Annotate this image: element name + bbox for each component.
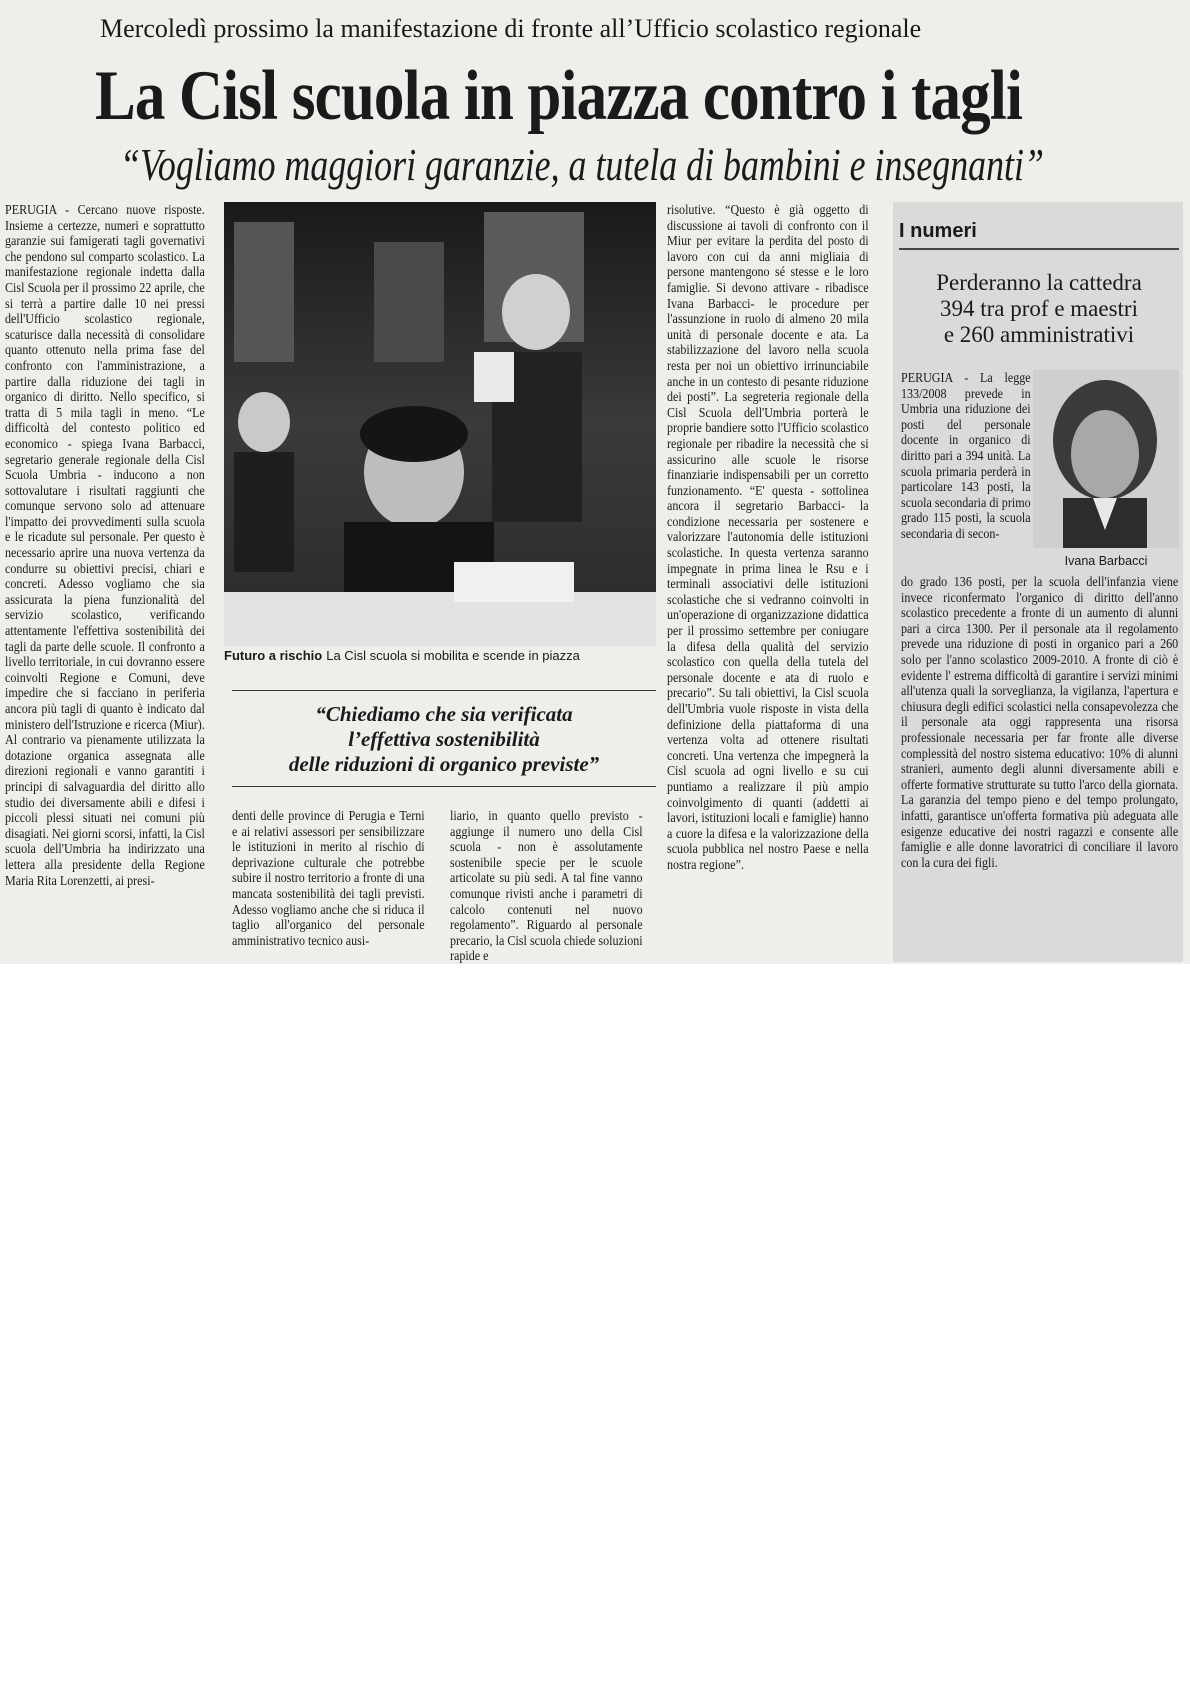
sidebar-headline	[901, 270, 1177, 348]
sidebar-headline-line-1: Perderanno la cattedra	[936, 270, 1142, 295]
article-column-4	[667, 202, 869, 962]
article-column-3	[450, 808, 643, 964]
kicker: Mercoledì prossimo la manifestazione di fronte all’Ufficio scolastico regionale	[100, 14, 922, 43]
sidebar-body-top-text: PERUGIA - La legge 133/2008 prevede in Umbria una riduzione dei posti del personale docente in organico di diritto pari a 394 unità. La scuola primaria perderà in particolare 143 posti, la scuola secondaria di primo grado 115 posti, la scuola secondaria di secon-	[901, 370, 1031, 541]
sidebar-body-top	[901, 370, 1031, 558]
pullquote-line-1: “Chiediamo che sia verificata	[315, 702, 573, 726]
portrait-caption: Ivana Barbacci	[1064, 554, 1148, 568]
article-column-1	[5, 202, 205, 962]
pullquote	[232, 702, 656, 777]
sidebar-headline-line-2: 394 tra prof e maestri	[940, 296, 1138, 321]
pullquote-top-rule	[232, 690, 656, 691]
column-2-text: denti delle province di Perugia e Terni e ai relativi assessori per sensibilizzare le istituzioni in merito al rischio di deprivazione culturale che potrebbe subire il nostro territorio a fronte di una mancata sostenibilità dei tagli previsti. Adesso vogliamo anche che si riduca il taglio all'organico del personale amministrativo tecnico ausi-	[232, 808, 425, 948]
classroom-photo-image	[224, 202, 656, 646]
column-3-text: liario, in quanto quello previsto - aggiunge il numero uno della Cisl scuola - non è assolutamente sostenibile specie per le scuole articolate su più sedi. A tal fine vanno comunque rivisti anche i parametri di calcolo contenuti nel nuovo regolamento”. Riguardo al personale precario, la Cisl scuola chiede soluzioni rapide e	[450, 808, 643, 964]
pullquote-bottom-rule	[232, 786, 656, 787]
portrait-image	[1033, 370, 1179, 548]
subheadline: “Vogliamo maggiori garanzie, a tutela di bambini e insegnanti”	[120, 139, 1044, 190]
pullquote-line-2: l’effettiva sostenibilità	[348, 727, 540, 751]
column-4-text: risolutive. “Questo è già oggetto di discussione ai tavoli di confronto con il Miur per evitare la perdita del posto di lavoro con cui da anni migliaia di persone mantengono sé stesse e le loro famiglie. Si devono attivare - ribadisce Ivana Barbacci- le procedure per l'assunzione in ruolo di almeno 20 mila unità di personale docente e ata. La stabilizzazione del lavoro nella scuola resta per noi un obiettivo irrinunciabile anche in un contesto di pesante riduzione dei posti”. La segreteria regionale della Cisl Scuola dell'Umbria porterà le proprie bandiere sotto l'Ufficio scolastico regionale per ribadire la necessità che si assicurino alle scuole le risorse finanziarie indispensabili per un corretto funzionamento. “E' questa - sottolinea ancora il segretario Barbacci- la condizione necessaria per sostenere e valorizzare l'autonomia delle istituzioni scolastiche. In questa vertenza saranno impegnate in prima linea le Rsu e i terminali associativi delle istituzioni scolastiche che si vedranno coinvolti in un'operazione di organizzazione didattica per il prossimo settembre per coniugare la difesa della qualità del servizio scolastico con quella della tutela del personale docente e ata di ruolo e precario”. Su tali obiettivi, la Cisl scuola dell'Umbria vuole risposte in vista della definizione della piattaforma di una vertenza volta ad ottenere risultati concreti. Una vertenza che impegnerà la Cisl scuola ad ogni livello e su cui puntiamo a realizzare il più ampio coinvolgimento di quanti (addetti ai lavori, istituzioni locali e famiglie) hanno a cuore la difesa e la valorizzazione della scuola pubblica nel nostro Paese e nella nostra regione”.	[667, 202, 869, 872]
sidebar-label: I numeri	[899, 220, 977, 242]
sidebar-headline-line-3: e 260 amministrativi	[943, 322, 1135, 347]
photo-caption-text: La Cisl scuola si mobilita e scende in piazza	[326, 648, 580, 663]
sidebar-rule	[899, 248, 1179, 250]
sidebar-body-bottom-text: do grado 136 posti, per la scuola dell'infanzia viene invece riconfermato l'organico di diritto dell'anno scolastico precedente a fronte di un aumento di alunni pari a circa 1300. Per il personale ata il regolamento prevede una riduzione di posti in organico pari a 260 solo per l'anno scolastico 2009-2010. A fronte di ciò è evidente l' estrema difficoltà di garantire i servizi minimi all'utenza quali la sorveglianza, la vigilanza, l'apertura e chiusura degli edifici scolastici nella consapevolezza che il personale ata oggi rappresenta una risorsa professionale necessaria per far fronte alle diverse complessità del nostro sistema educativo: 10% di alunni stranieri, aumento degli alunni diversamente abili e offerte formative strutturate su tutto l'arco della giornata. La garanzia del tempo pieno e del tempo prolungato, infatti, garantisce un'offerta formativa più adeguata alle esigenze educative dei nostri ragazzi e consente alle famiglie e alle donne lavoratrici di conciliare il lavoro con la cura dei figli.	[901, 574, 1179, 870]
article-column-2	[232, 808, 425, 958]
pullquote-line-3: delle riduzioni di organico previste”	[288, 752, 600, 776]
column-1-text: PERUGIA - Cercano nuove risposte. Insieme a certezze, numeri e soprattutto garanzie sui famigerati tagli governativi che pendono sul comparto scolastico. La manifestazione regionale indetta dalla Cisl Scuola per il prossimo 22 aprile, che si terrà a partire dalle 10 nei pressi dell'Ufficio scolastico regionale, scaturisce dalla necessità di consolidare quanto ottenuto nella prima fase del confronto con l'amministrazione, a partire dalla riduzione dei tagli in organico di diritto. Nello specifico, si tratta di 5 mila tagli in meno. “Le difficoltà del contesto politico ed economico - spiega Ivana Barbacci, segretario generale regionale della Cisl Scuola Umbria - inducono a non sottovalutare i risultati raggiunti che comunque servono solo ad attenuare l'impatto dei provvedimenti sulla scuola e le ricadute sul personale. Per questo è necessario aprire una nuova vertenza da condurre su obiettivi precisi, chiari e concreti. Adesso vogliamo che sia assicurata la piena funzionalità del servizio scolastico, verificando attentamente l'effettiva sostenibilità dei tagli da parte delle scuole. Il confronto a livello territoriale, in cui dovranno essere coinvolti Regione e Comuni, deve impedire che si facciano in periferia ancora più tagli di quanto è indicato dal ministero dell'Istruzione e ricerca (Miur). Al contrario va pienamente utilizzata la dotazione organica assegnata alle direzioni regionali e vanno garantiti i principi di salvaguardia del diritto allo studio dei diversamente abili e difesi i piccoli plessi situati nei comuni più disagiati. Nei giorni scorsi, infatti, la Cisl scuola dell'Umbria ha indirizzato una lettera alla presidente della Regione Maria Rita Lorenzetti, ai presi-	[5, 202, 205, 888]
numbers-sidebar	[893, 202, 1183, 962]
headline: La Cisl scuola in piazza contro i tagli	[95, 57, 1023, 135]
sidebar-body-bottom	[901, 574, 1178, 959]
portrait-photo	[1033, 370, 1179, 548]
classroom-photo	[224, 202, 656, 646]
photo-caption-label: Futuro a rischio	[224, 648, 323, 663]
photo-caption	[224, 648, 664, 663]
